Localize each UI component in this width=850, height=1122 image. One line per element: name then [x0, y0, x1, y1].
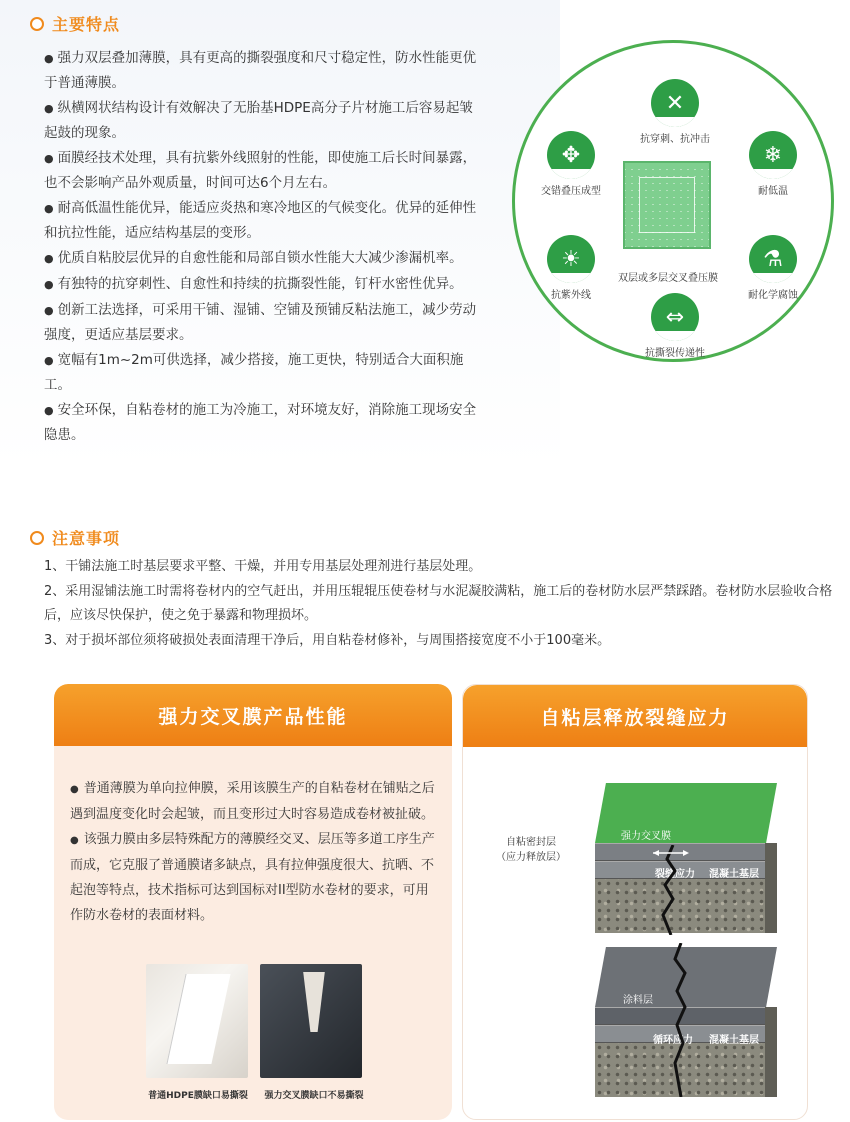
layer-label: 涂料层	[623, 995, 653, 1006]
center-label: 双层或多层交叉叠压膜	[618, 273, 718, 284]
paragraph: ● 普通薄膜为单向拉伸膜，采用该膜生产的自粘卷材在铺贴之后遇到温度变化时会起皱，而且变形过大时容易造成卷材被扯破。	[70, 776, 440, 827]
note-item: 2、采用湿铺法施工时需将卷材内的空气赶出，并用压辊辊压使卷材与水泥凝胶满粘，施工后的卷材防水层严禁踩踏。卷材防水层验收合格后，应该尽快保护，使之免于暴露和物理损坏。	[44, 584, 833, 623]
feature-item: ● 强力双层叠加薄膜，具有更高的撕裂强度和尺寸稳定性，防水性能更优于普通薄膜。	[44, 46, 484, 95]
side-label-line-2: （应力释放层）	[496, 852, 566, 863]
paragraph: ● 该强力膜由多层特殊配方的薄膜经交叉、层压等多道工序生产而成，它克服了普通膜诸多缺点，具有拉伸强度很大、抗晒、不起泡等特点，技术指标可达到国标对II型防水卷材的要求，可用作防水卷材的表面材料。	[70, 827, 440, 928]
base-label: 混凝土基层	[709, 869, 759, 880]
note-item: 3、对于损坏部位须将破损处表面清理干净后，用自粘卷材修补，与周围搭接宽度不小于100毫米。	[44, 633, 611, 648]
panel-title: 强力交叉膜产品性能	[54, 684, 452, 746]
block-side	[765, 1007, 777, 1097]
panel-text	[70, 776, 440, 928]
layer-block-2	[581, 947, 777, 1097]
feature-item: ● 耐高低温性能优异，能适应炎热和寒冷地区的气候变化。优异的延伸性和抗拉性能，适应结构基层的变形。	[44, 196, 484, 245]
feature-item: ● 优质自粘胶层优异的自愈性能和局部自锁水性能大大减少渗漏机率。	[44, 246, 484, 271]
features-list	[44, 46, 484, 448]
notes-title: 注意事项	[52, 529, 121, 548]
node-cross-lay	[521, 131, 621, 197]
crack-icon	[651, 845, 691, 935]
base-label: 混凝土基层	[709, 1035, 759, 1046]
block-side	[765, 843, 777, 933]
feature-item: ● 宽幅有1m~2m可供选择，减少搭接，施工更快，特别适合大面积施工。	[44, 348, 484, 397]
node-tear	[625, 293, 725, 359]
crack-icon	[667, 943, 697, 1097]
section-circle-icon	[30, 531, 44, 545]
cross-arrows-icon: ✥	[547, 131, 595, 179]
cross-film-swatch	[623, 161, 711, 249]
note-item: 1、干铺法施工时基层要求平整、干燥，并用专用基层处理剂进行基层处理。	[44, 559, 482, 574]
notes-list	[44, 555, 844, 654]
node-uv	[521, 235, 621, 301]
notes-header	[30, 526, 120, 549]
node-puncture	[625, 79, 725, 145]
hdpe-tear-photo	[146, 964, 248, 1078]
stress-label: 循环应力	[653, 1035, 693, 1046]
side-label-line-1: 自粘密封层	[506, 837, 556, 848]
node-label: 交错叠压成型	[541, 186, 601, 197]
chemical-drop-icon: ⚗	[749, 235, 797, 283]
node-label: 抗撕裂传递性	[645, 348, 705, 359]
feature-item: ● 面膜经技术处理，具有抗紫外线照射的性能，即使施工后长时间暴露，也不会影响产品外观质量，时间可达6个月左右。	[44, 146, 484, 195]
tear-arrows-icon: ⇔	[651, 293, 699, 341]
photo-caption: 强力交叉膜缺口不易撕裂	[264, 1091, 364, 1101]
feature-item: ● 创新工法选择，可采用干铺、湿铺、空铺及预铺反粘法施工，减少劳动强度，更适应基层要求。	[44, 298, 484, 347]
feature-diagram	[512, 40, 834, 362]
layer-block-1	[581, 783, 777, 933]
node-low-temp	[723, 131, 823, 197]
snowflake-icon: ❄	[749, 131, 797, 179]
section-circle-icon	[30, 17, 44, 31]
node-chemical	[723, 235, 823, 301]
features-title: 主要特点	[52, 15, 121, 34]
layer-label: 强力交叉膜	[621, 831, 671, 842]
node-label: 耐低温	[758, 186, 788, 197]
nail-icon: ✕	[651, 79, 699, 127]
node-label: 抗穿刺、抗冲击	[640, 134, 710, 145]
cross-film-tear-photo	[260, 964, 362, 1078]
photo-caption: 普通HDPE膜缺口易撕裂	[148, 1091, 248, 1101]
feature-item: ● 纵横网状结构设计有效解决了无胎基HDPE高分子片材施工后容易起皱起鼓的现象。	[44, 96, 484, 145]
features-header	[30, 12, 120, 35]
stress-label: 裂缝应力	[655, 869, 695, 880]
feature-item: ● 有独特的抗穿刺性、自愈性和持续的抗撕裂性能，钉杆水密性优异。	[44, 272, 484, 297]
film-performance-panel	[54, 684, 452, 1120]
sun-icon: ☀	[547, 235, 595, 283]
panel-title: 自粘层释放裂缝应力	[463, 685, 807, 747]
feature-item: ● 安全环保，自粘卷材的施工为冷施工，对环境友好，消除施工现场安全隐患。	[44, 398, 484, 447]
stress-release-panel	[462, 684, 808, 1120]
node-label: 耐化学腐蚀	[748, 290, 798, 301]
node-label: 抗紫外线	[551, 290, 591, 301]
side-label	[481, 835, 581, 865]
